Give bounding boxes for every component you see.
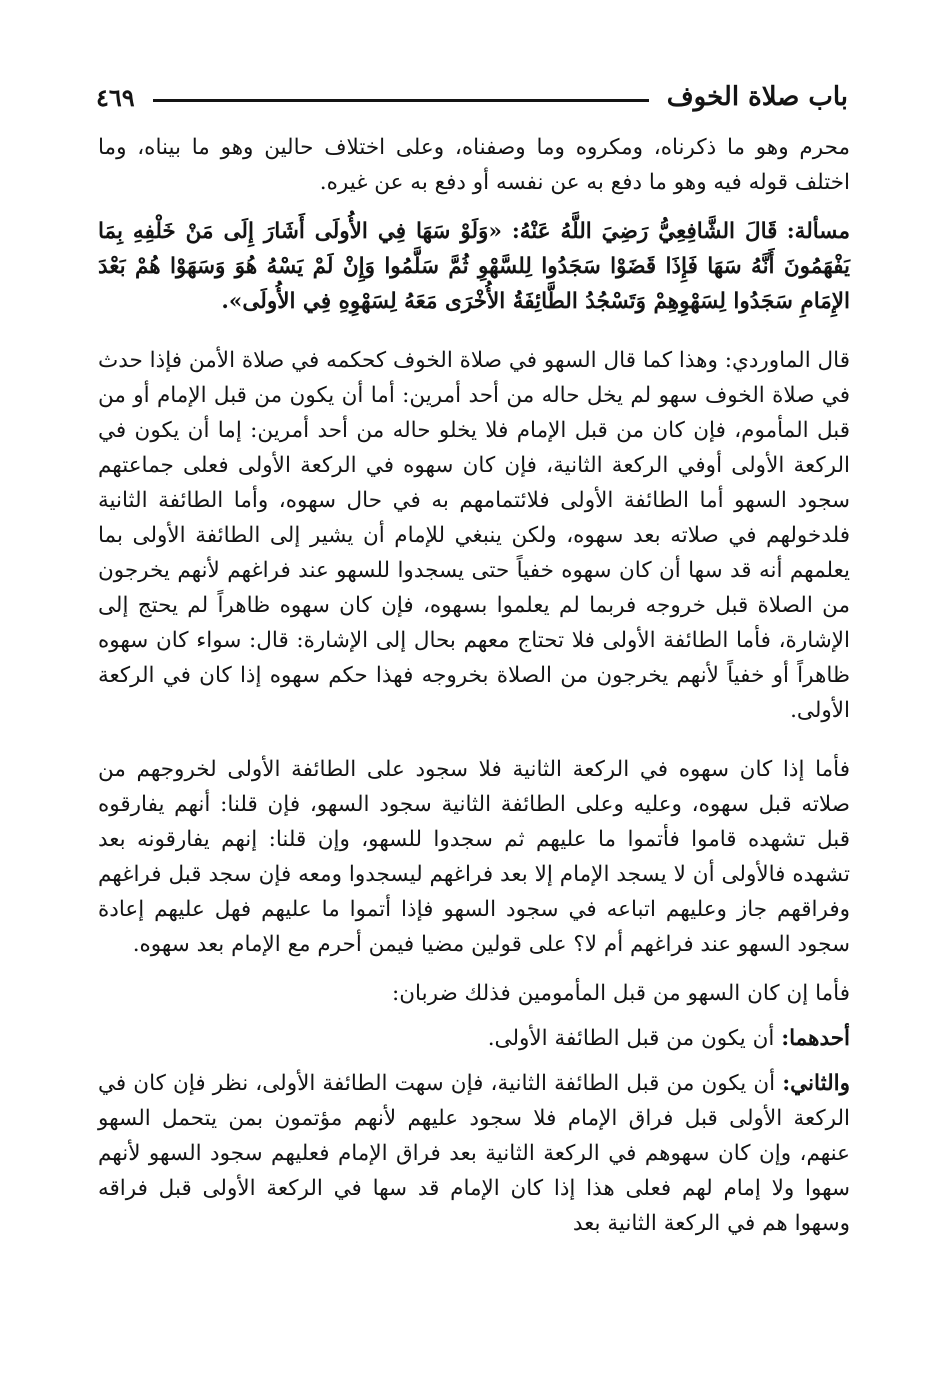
first-case-label: أحدهما:: [781, 1026, 850, 1051]
paragraph-1: محرم وهو ما ذكرناه، ومكروه وما وصفناه، وعلى اختلاف حالين وهو ما بيناه، وما اختلف قوله فيه وهو ما دفع به عن نفسه أو دفع به عن غيره.: [98, 135, 850, 195]
paragraph-5: فأما إن كان السهو من قبل المأمومين فذلك ضربان:: [392, 981, 850, 1006]
page-number: ٤٦٩: [96, 82, 135, 112]
second-case-text: أن يكون من قبل الطائفة الثانية، فإن سهت الطائفة الأولى، نظر فإن كان في الركعة الأولى قبل فراق الإمام فلا سجود عليهم لأنهم مؤتمون بمن يتحمل السهو عنهم، وإن كان سهوهم في الركعة الثانية بعد فراق الإمام فعليهم سجود السهو لأنهم سهوا ولا إمام لهم فعلى هذا إذا كان الإمام قد سها في الركعة الأولى قبل فراقه وسهوا هم في الركعة الثانية بعد: [98, 1071, 850, 1236]
running-title: باب صلاة الخوف: [666, 82, 848, 112]
paragraph-3: قال الماوردي: وهذا كما قال السهو في صلاة الخوف كحكمه في صلاة الأمن فإذا حدث في صلاة الخوف سهو لم يخل حاله من أحد أمرين: أما أن يكون من قبل الإمام أو من قبل المأموم، فإن كان من قبل الإمام فلا يخلو حاله من أحد أمرين: إما أن يكون في الركعة الأولى أوفي الركعة الثانية، فإن كان سهوه في الركعة الأولى فعلى جماعتهم سجود السهو أما الطائفة الأولى فلائتمامهم به في حال سهوه، وأما الطائفة الثانية فلدخولهم في صلاته بعد سهوه، ولكن ينبغي للإمام أن يشير إلى الطائفة الأولى بما يعلمهم أنه قد سها أن كان سهوه خفياً حتى يسجدوا للسهو عند فراغهم لأنهم يخرجون من الصلاة قبل خروجه فربما لم يعلموا بسهوه، فإن كان سهوه ظاهراً لم يحتج إلى الإشارة، فأما الطائفة الأولى فلا تحتاج معهم بحال إلى الإشارة: قال: سواء كان سهوه ظاهراً أو خفياً لأنهم يخرجون من الصلاة بخروجه فهذا حكم سهوه إذا كان في الركعة الأولى.: [98, 348, 850, 723]
page-header: [96, 78, 848, 116]
second-case-label: والثاني:: [782, 1071, 850, 1096]
first-case-text: أن يكون من قبل الطائفة الأولى.: [487, 1026, 775, 1051]
paragraph-7: [98, 1066, 850, 1241]
masala-paragraph: [98, 214, 850, 319]
masala-quote: قَالَ الشَّافِعِيُّ رَضِيَ اللَّهُ عَنْهُ: «وَلَوْ سَهَا فِي الأُولَى أَشَارَ إِلَى مَنْ خَلْفِهِ بِمَا يَفْهَمُونَ أَنَّهُ سَهَا فَإِذَا قَضَوْا سَجَدُوا لِلسَّهْوِ ثُمَّ سَلَّمُوا وَإِنْ لَمْ يَسْهُ هُوَ وَسَهَوْا هُمْ بَعْدَ الإِمَامِ سَجَدُوا لِسَهْوِهِمْ وَتَسْجُدُ الطَّائِفَةُ الأُخْرَى مَعَهُ لِسَهْوِهِ فِي الأُولَى».: [98, 219, 850, 314]
paragraph-6: [98, 1021, 850, 1056]
page-body: [98, 130, 850, 1255]
paragraph-4: فأما إذا كان سهوه في الركعة الثانية فلا سجود على الطائفة الأولى لخروجهم من صلاته قبل سهوه، وعليه وعلى الطائفة الثانية سجود السهو، فإن قلنا: أنهم يفارقوه قبل تشهده قاموا فأتموا ما عليهم ثم سجدوا للسهو، وإن قلنا: إنهم يفارقونه بعد تشهده فالأولى أن لا يسجد الإمام إلا بعد فراغهم ليسجدوا ومعه فإن سجد قبل فراغهم وفراقهم جاز وعليهم اتباعه في سجود السهو فإذا أتموا ما عليهم فهل عليهم إعادة سجود السهو عند فراغهم أم لا؟ على قولين مضيا فيمن أحرم مع الإمام بعد سهوه.: [98, 757, 850, 957]
header-rule: [153, 99, 649, 102]
masala-label: مسألة:: [786, 219, 850, 244]
